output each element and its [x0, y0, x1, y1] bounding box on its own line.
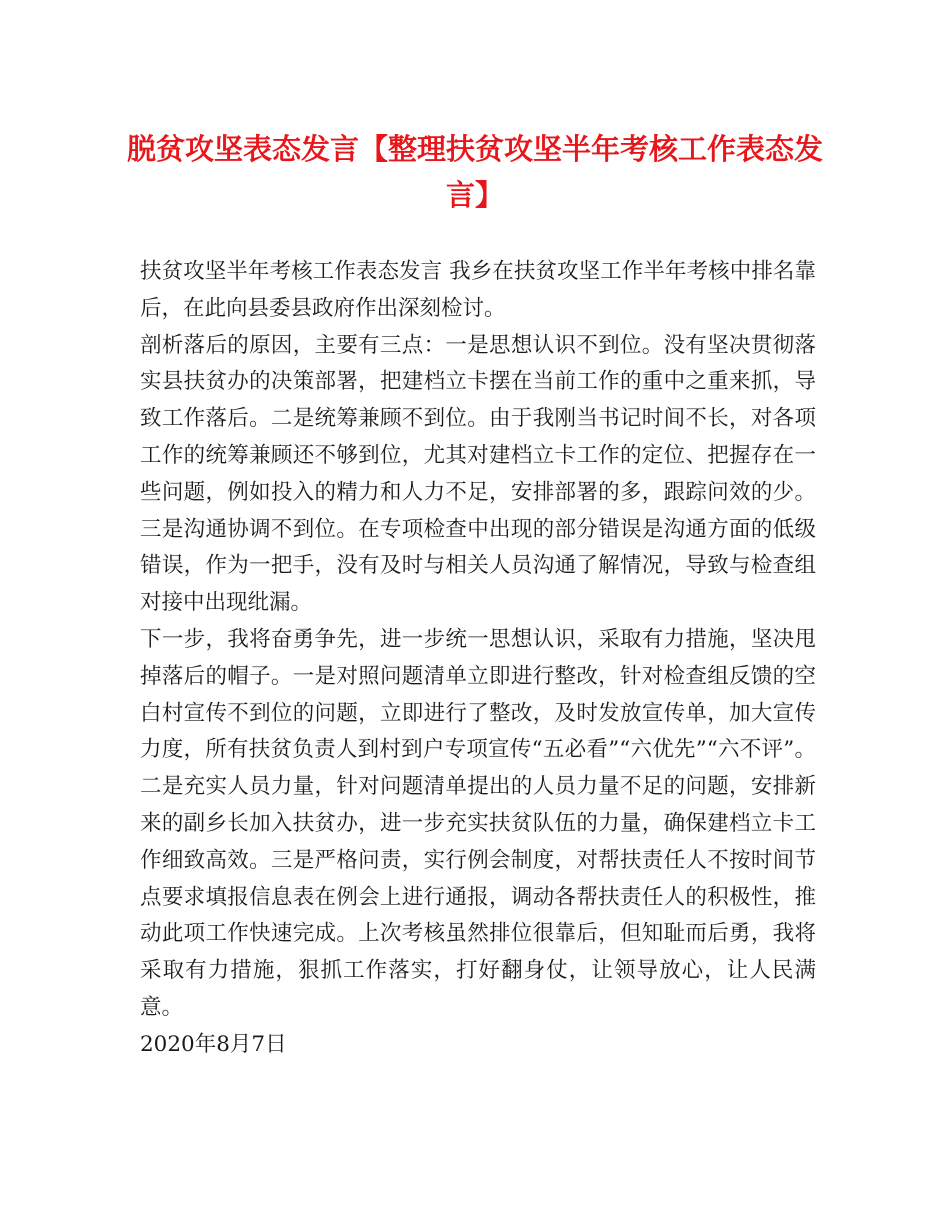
document-title: 脱贫攻坚表态发言【整理扶贫攻坚半年考核工作表态发言】: [126, 132, 823, 212]
paragraph-intro: 扶贫攻坚半年考核工作表态发言 我乡在扶贫攻坚工作半年考核中排名靠后，在此向县委县政府作出深刻检讨。: [140, 259, 816, 321]
paragraph-analysis: 剖析落后的原因，主要有三点：一是思想认识不到位。没有坚决贯彻落实县扶贫办的决策部署，把建档立卡摆在当前工作的重中之重来抓，导致工作落后。二是统筹兼顾不到位。由于我刚当书记时间不长，对各项工作的统筹兼顾还不够到位，尤其对建档立卡工作的定位、把握存在一些问题，例如投入的精力和人力不足，安排部署的多，跟踪问效的少。三是沟通协调不到位。在专项检查中出现的部分错误是沟通方面的低级错误，作为一把手，没有及时与相关人员沟通了解情况，导致与检查组对接中出现纰漏。: [140, 332, 816, 616]
document-date: 2020年8月7日: [140, 1031, 287, 1057]
paragraph-next-steps: 下一步，我将奋勇争先，进一步统一思想认识，采取有力措施，坚决甩掉落后的帽子。一是对照问题清单立即进行整改，针对检查组反馈的空白村宣传不到位的问题，立即进行了整改，及时发放宣传单，加大宣传力度，所有扶贫负责人到村到户专项宣传“五必看”“六优先”“六不评”。二是充实人员力量，针对问题清单提出的人员力量不足的问题，安排新来的副乡长加入扶贫办，进一步充实扶贫队伍的力量，确保建档立卡工作细致高效。三是严格问责，实行例会制度，对帮扶责任人不按时间节点要求填报信息表在例会上进行通报，调动各帮扶责任人的积极性，推动此项工作快速完成。上次考核虽然排位很靠后，但知耻而后勇，我将采取有力措施，狠抓工作落实，打好翻身仗，让领导放心，让人民满意。: [140, 626, 816, 1020]
document-body: [140, 254, 816, 1064]
